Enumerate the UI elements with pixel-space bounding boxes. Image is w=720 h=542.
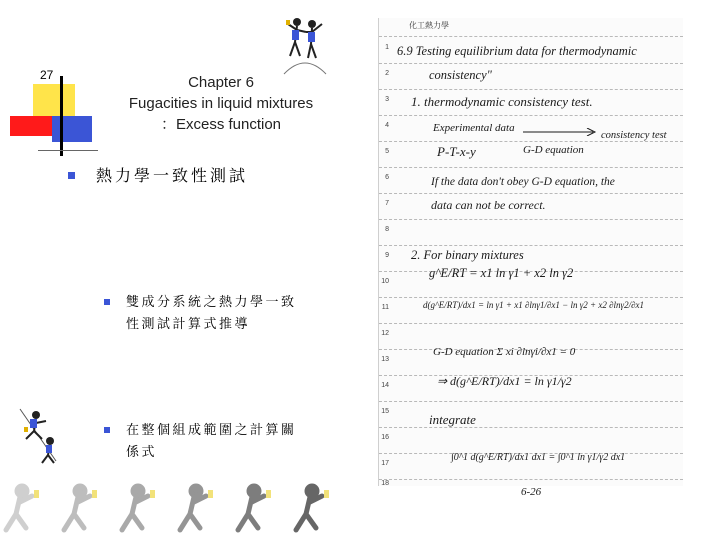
line-number: 4 xyxy=(385,122,389,129)
ruled-line xyxy=(379,297,683,298)
notebook-image xyxy=(378,18,683,498)
line-number: 12 xyxy=(381,330,389,337)
sub-bullet-1 xyxy=(126,292,297,336)
ruled-line xyxy=(379,167,683,168)
title-line-3: ：Excess function xyxy=(160,116,282,133)
hw-text: Experimental data xyxy=(433,122,515,134)
sub-bullet-2-line2: 係式 xyxy=(126,445,158,460)
ruled-line xyxy=(379,245,683,246)
decor-red-block xyxy=(10,116,52,136)
hw-text: data can not be correct. xyxy=(431,198,546,212)
line-number: 9 xyxy=(385,252,389,259)
ruled-line xyxy=(379,36,683,37)
ruled-line xyxy=(379,219,683,220)
decor-horizontal-line xyxy=(38,150,98,151)
hw-heading: 6.9 Testing equilibrium data for thermodynamic xyxy=(397,44,637,58)
bullet-marker xyxy=(68,172,75,179)
hw-text: G-D equation xyxy=(523,144,584,156)
sub-bullet-2 xyxy=(126,420,297,464)
line-number: 7 xyxy=(385,200,389,207)
ruled-line xyxy=(379,401,683,402)
notebook-header: 化工熱力學 xyxy=(409,21,449,30)
hw-equation: ⇒ d(g^E/RT)/dx1 = ln γ1/γ2 xyxy=(437,374,572,388)
ruled-line xyxy=(379,427,683,428)
line-number: 10 xyxy=(381,278,389,285)
ruled-line xyxy=(379,63,683,64)
arrow-icon xyxy=(523,128,599,136)
line-number: 6 xyxy=(385,174,389,181)
hw-text: 1. thermodynamic consistency test. xyxy=(411,94,593,109)
hw-equation: ∫0^1 d(g^E/RT)/dx1 dx1 = ∫0^1 ln γ1/γ2 dx1 xyxy=(451,452,626,463)
line-number: 3 xyxy=(385,96,389,103)
hw-equation: g^E/RT = x1 ln γ1 + x2 ln γ2 xyxy=(429,266,574,280)
line-number: 18 xyxy=(381,480,389,487)
line-number: 11 xyxy=(381,304,389,311)
hw-equation: G-D equation Σ xi ∂lnγi/∂x1 = 0 xyxy=(433,346,576,358)
hw-text: consistency" xyxy=(429,68,492,82)
sub-bullet-2-line1: 在整個組成範圍之計算關 xyxy=(126,423,297,438)
decor-blue-block xyxy=(52,116,92,142)
hw-text: consistency test xyxy=(601,130,667,141)
ruled-line xyxy=(379,89,683,90)
hw-text: P-T-x-y xyxy=(437,144,476,159)
line-number: 14 xyxy=(381,382,389,389)
hw-text: integrate xyxy=(429,412,476,427)
bottom-figures-row xyxy=(0,482,370,538)
hw-text: If the data don't obey G-D equation, the xyxy=(431,176,615,188)
main-bullet-text: 熱力學一致性測試 xyxy=(96,166,249,185)
sub-bullet-marker xyxy=(104,299,110,305)
ruled-line xyxy=(379,193,683,194)
hw-equation: d(g^E/RT)/dx1 = ln γ1 + x1 ∂lnγ1/∂x1 − ln γ2 + x2 ∂lnγ2/∂x1 xyxy=(423,300,645,310)
line-number: 15 xyxy=(381,408,389,415)
dancers-clipart-icon xyxy=(280,12,330,78)
line-number: 17 xyxy=(381,460,389,467)
ruled-line xyxy=(379,141,683,142)
line-number: 16 xyxy=(381,434,389,441)
ruled-line xyxy=(379,323,683,324)
slide-title xyxy=(96,72,346,135)
line-number: 13 xyxy=(381,356,389,363)
title-line-2: Fugacities in liquid mixtures xyxy=(128,95,314,112)
sub-bullet-1-line1: 雙成分系統之熱力學一致 xyxy=(126,295,297,310)
line-number: 1 xyxy=(385,44,389,51)
climbers-clipart-icon xyxy=(12,405,62,465)
ruled-line xyxy=(379,115,683,116)
line-number: 5 xyxy=(385,148,389,155)
decor-yellow-block xyxy=(33,84,75,117)
title-line-1: Chapter 6 xyxy=(188,74,254,91)
slide-number: 27 xyxy=(40,68,54,82)
ruled-line xyxy=(379,479,683,480)
sub-bullet-marker xyxy=(104,427,110,433)
runner-figures-icon xyxy=(0,482,370,538)
line-number: 8 xyxy=(385,226,389,233)
line-number: 2 xyxy=(385,70,389,77)
hw-text: 2. For binary mixtures xyxy=(411,248,524,262)
decor-vertical-line xyxy=(60,76,63,156)
sub-bullet-1-line2: 性測試計算式推導 xyxy=(126,317,251,332)
page-number: 6-26 xyxy=(521,486,542,498)
